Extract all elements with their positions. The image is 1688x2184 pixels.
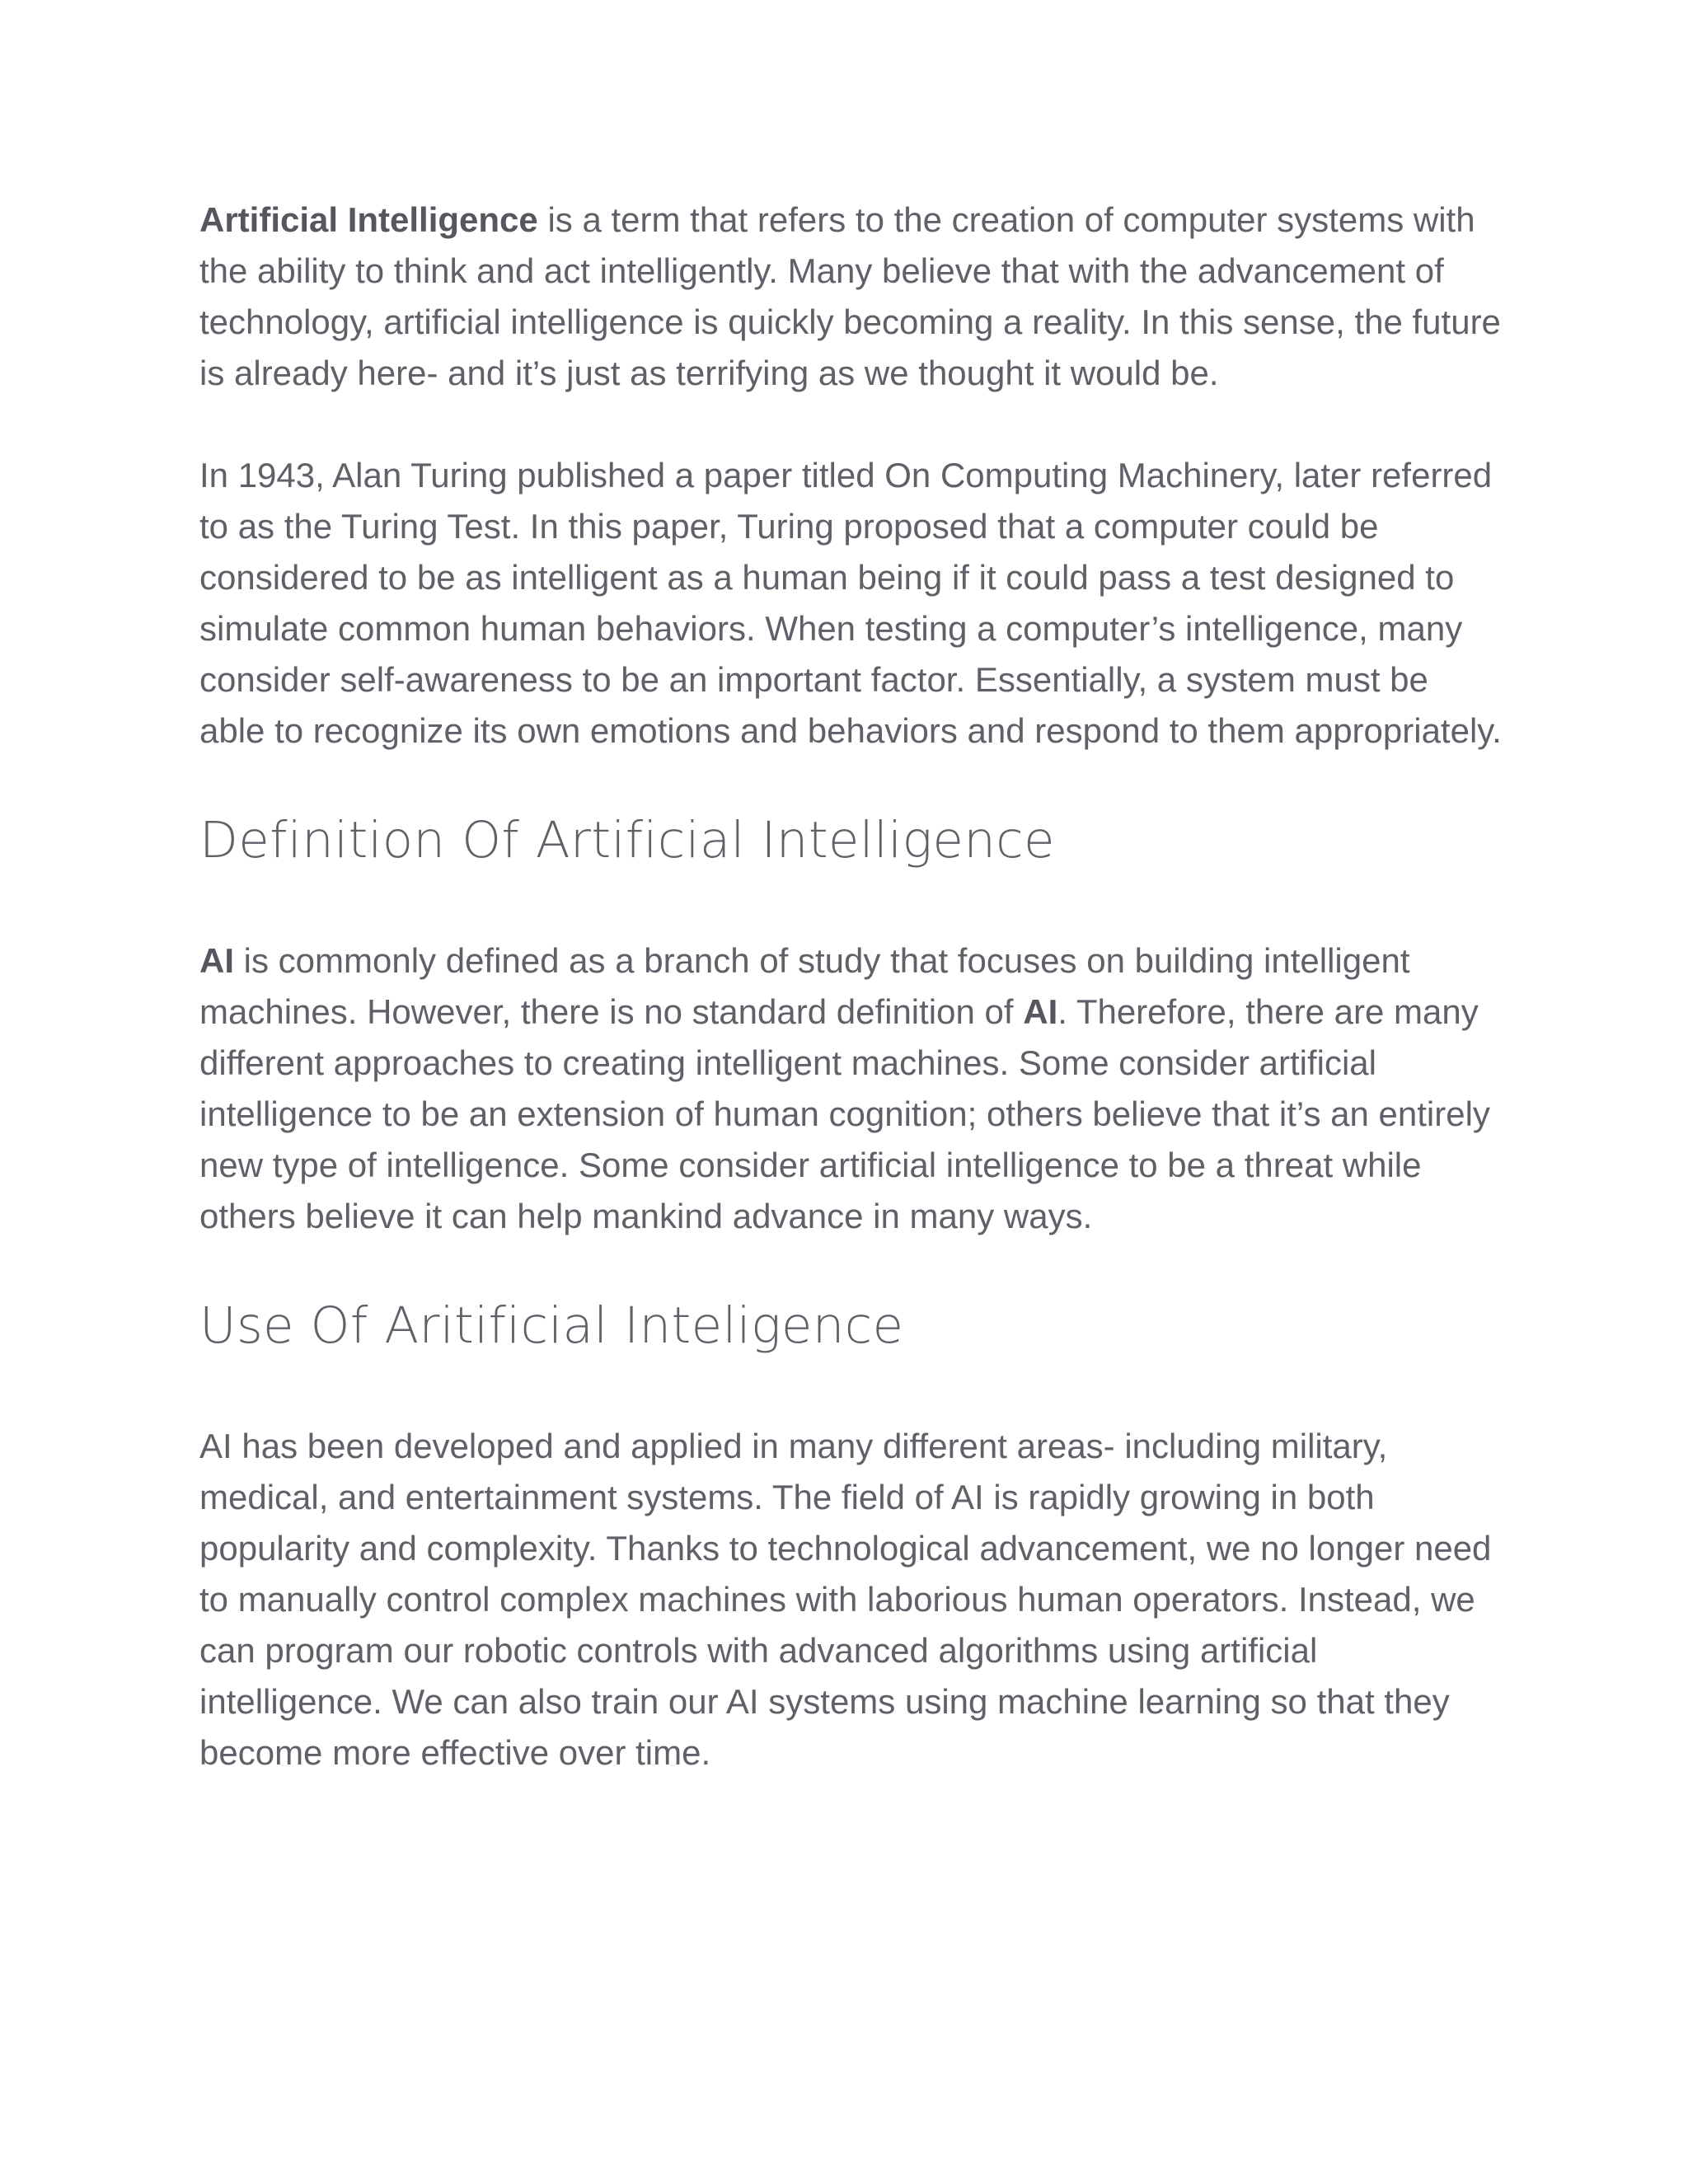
- history-paragraph: [199, 450, 1502, 757]
- intro-paragraph: [199, 194, 1502, 399]
- intro-bold-term: Artificial Intelligence: [199, 200, 538, 239]
- definition-bold-ai-1: AI: [199, 941, 234, 980]
- document-body: [199, 194, 1502, 1779]
- intro-text: is a term that refers to the creation of computer systems with the ability to think and act intelligently. Many believe that with the advancement of technology, artificial intelligence is quickly becoming a reality. In this sense, the future is already here- and it’s just as terrifying as we thought it would be.: [199, 200, 1501, 392]
- history-text: In 1943, Alan Turing published a paper titled On Computing Machinery, later referred to as the Turing Test. In this paper, Turing proposed that a computer could be considered to be as intelligent as a human being if it could pass a test designed to simulate common human behaviors. When testing a computer’s intelligence, many consider self-awareness to be an important factor. Essentially, a system must be able to recognize its own emotions and behaviors and respond to them appropriately.: [199, 456, 1502, 750]
- definition-paragraph: [199, 935, 1502, 1242]
- definition-bold-ai-2: AI: [1023, 992, 1058, 1031]
- definition-text-2: . Therefore, there are many different approaches to creating intelligent machines. Some consider artificial intelligence to be an extension of human cognition; others believe that it’s an entirely new type of intelligence. Some consider artificial intelligence to be a threat while others believe it can help mankind advance in many ways.: [199, 992, 1490, 1235]
- definition-text-1: is commonly defined as a branch of study that focuses on building intelligent machines. However, there is no standard definition of: [199, 941, 1410, 1031]
- use-paragraph: [199, 1421, 1502, 1779]
- use-heading: Use Of Aritificial Inteligence: [199, 1296, 904, 1355]
- use-text: AI has been developed and applied in many different areas- including military, medical, and entertainment systems. The field of AI is rapidly growing in both popularity and complexity. Thanks to technological advancement, we no longer need to manually control complex machines with laborious human operators. Instead, we can program our robotic controls with advanced algorithms using artificial intelligence. We can also train our AI systems using machine learning so that they become more effective over time.: [199, 1427, 1492, 1772]
- definition-heading: Definition Of Artificial Intelligence: [199, 811, 1055, 869]
